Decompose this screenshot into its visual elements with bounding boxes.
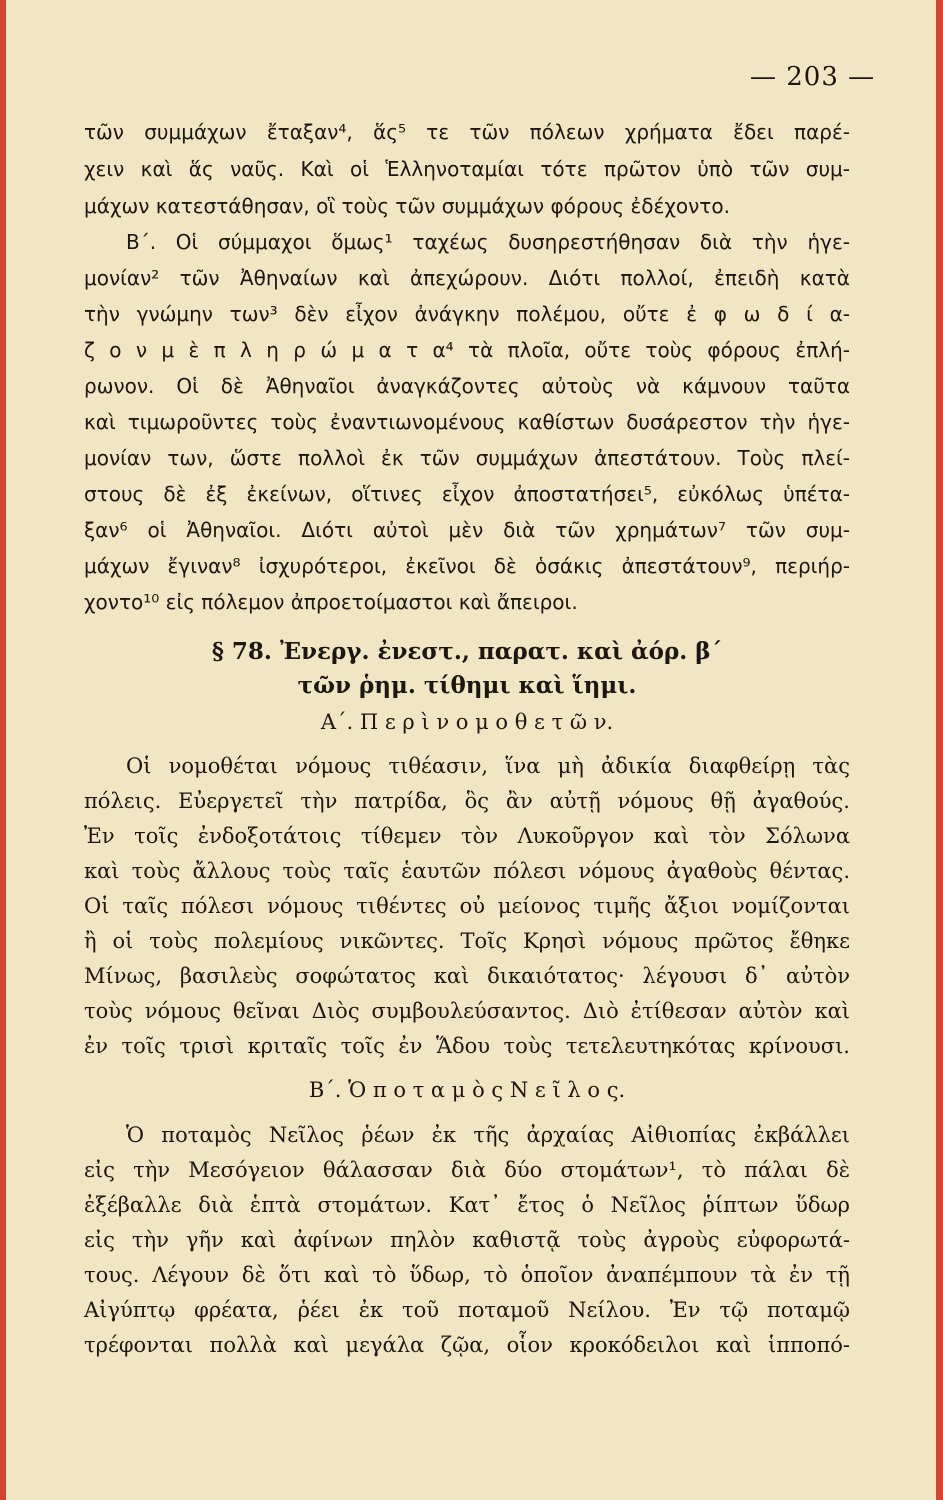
text-line: ἐν τοῖς τρισὶ κριταῖς τοῖς ἐν Ἅδου τοὺς τετελευτηκότας κρίνουσι. [84, 1034, 850, 1058]
text-line: τοὺς νόμους θεῖναι Διὸς συμβουλεύσαντος. Διὸ ἐτίθεσαν αὐτὸν καὶ [84, 999, 850, 1023]
text-line: τους. Λέγουν δὲ ὅτι καὶ τὸ ὕδωρ, τὸ ὁποῖον ἀναπέμπουν τὰ ἐν τῇ [84, 1263, 850, 1287]
text-line: μάχων ἔγιναν⁸ ἰσχυρότεροι, ἐκεῖνοι δὲ ὁσάκις ἀπεστάτουν⁹, περιήρ- [84, 554, 850, 578]
text-line: χειν καὶ ἅς ναῦς. Καὶ οἱ Ἑλληνοταμίαι τότε πρῶτον ὑπὸ τῶν συμ- [84, 157, 850, 181]
text-line: εἰς τὴν γῆν καὶ ἀφίνων πηλὸν καθιστᾷ τοὺς ἀγροὺς εὐφορωτά- [84, 1228, 850, 1252]
section-heading: § 78. Ἐνεργ. ἐνεστ., παρατ. καὶ ἀόρ. β΄ [211, 638, 723, 665]
text-line: ξαν⁶ οἱ Ἀθηναῖοι. Διότι αὐτοὶ μὲν διὰ τῶν χρημάτων⁷ τῶν συμ- [84, 518, 850, 542]
text-line: μονίαν² τῶν Ἀθηναίων καὶ ἀπεχώρουν. Διότι πολλοί, ἐπειδὴ κατὰ [84, 266, 850, 290]
subheading: Β΄. Ὁ π ο τ α μ ὸ ς Ν ε ῖ λ ο ς. [308, 1078, 626, 1102]
text-line: ἢ οἱ τοὺς πολεμίους νικῶντες. Τοῖς Κρησὶ νόμους πρῶτος ἔθηκε [84, 929, 850, 953]
text-line: Οἱ νομοθέται νόμους τιθέασιν, ἵνα μὴ ἀδικία διαφθείρῃ τὰς [126, 754, 850, 778]
section-heading: τῶν ῥημ. τίθημι καὶ ἵημι. [297, 672, 637, 699]
text-line: μάχων κατεστάθησαν, οἳ τοὺς τῶν συμμάχων φόρους ἐδέχοντο. [84, 194, 730, 218]
text-line: τὴν γνώμην των³ δὲν εἶχον ἀνάγκην πολέμου, οὔτε ἐ φ ω δ ί α- [84, 302, 850, 326]
text-line: τῶν συμμάχων ἔταξαν⁴, ἅς⁵ τε τῶν πόλεων χρήματα ἔδει παρέ- [84, 120, 850, 144]
text-line: τρέφονται πολλὰ καὶ μεγάλα ζῷα, οἷον κροκόδειλοι καὶ ἱπποπό- [84, 1333, 850, 1357]
text-line: Ἐν τοῖς ἐνδοξοτάτοις τίθεμεν τὸν Λυκοῦργον καὶ τὸν Σόλωνα [84, 824, 850, 848]
page-number: — 203 — [750, 62, 876, 92]
text-line: ζ ο ν μ ὲ π λ η ρ ώ μ α τ α⁴ τὰ πλοῖα, οὔτε τοὺς φόρους ἐπλή- [84, 338, 850, 362]
text-line: στους δὲ ἐξ ἐκείνων, οἵτινες εἶχον ἀποστατήσει⁵, εὐκόλως ὑπέτα- [84, 482, 850, 506]
text-line: Ὁ ποταμὸς Νεῖλος ῥέων ἐκ τῆς ἀρχαίας Αἰθιοπίας ἐκβάλλει [126, 1123, 850, 1147]
text-line: καὶ τιμωροῦντες τοὺς ἐναντιωνομένους καθίστων δυσάρεστον τὴν ἡγε- [84, 410, 850, 434]
text-line: μονίαν των, ὥστε πολλοὶ ἐκ τῶν συμμάχων ἀπεστάτουν. Τοὺς πλεί- [84, 446, 850, 470]
text-line: Αἰγύπτῳ φρέατα, ῥέει ἐκ τοῦ ποταμοῦ Νείλου. Ἐν τῷ ποταμῷ [84, 1298, 850, 1322]
text-line: Οἱ ταῖς πόλεσι νόμους τιθέντες οὐ μείονος τιμῆς ἄξιοι νομίζονται [84, 894, 850, 918]
text-line: ρωνον. Οἱ δὲ Ἀθηναῖοι ἀναγκάζοντες αὐτοὺς νὰ κάμνουν ταῦτα [84, 374, 850, 398]
text-line: Μίνως, βασιλεὺς σοφώτατος καὶ δικαιότατος· λέγουσι δ᾽ αὐτὸν [84, 964, 850, 988]
text-line: ἐξέβαλλε διὰ ἑπτὰ στομάτων. Κατ᾽ ἔτος ὁ Νεῖλος ῥίπτων ὕδωρ [84, 1193, 850, 1217]
text-line: Β΄. Οἱ σύμμαχοι ὅμως¹ ταχέως δυσηρεστήθησαν διὰ τὴν ἡγε- [126, 230, 850, 254]
text-line: καὶ τοὺς ἄλλους τοὺς ταῖς ἑαυτῶν πόλεσι νόμους ἀγαθοὺς θέντας. [84, 859, 850, 883]
text-line: πόλεις. Εὐεργετεῖ τὴν πατρίδα, ὃς ἂν αὐτῇ νόμους θῇ ἀγαθούς. [84, 789, 850, 813]
subheading: Α΄. Π ε ρ ὶ ν ο μ ο θ ε τ ῶ ν. [320, 710, 614, 734]
text-line: εἰς τὴν Μεσόγειον θάλασσαν διὰ δύο στομάτων¹, τὸ πάλαι δὲ [84, 1158, 850, 1182]
text-line: χοντο¹⁰ εἰς πόλεμον ἀπροετοίμαστοι καὶ ἄπειροι. [84, 590, 578, 614]
book-page [6, 0, 936, 1500]
